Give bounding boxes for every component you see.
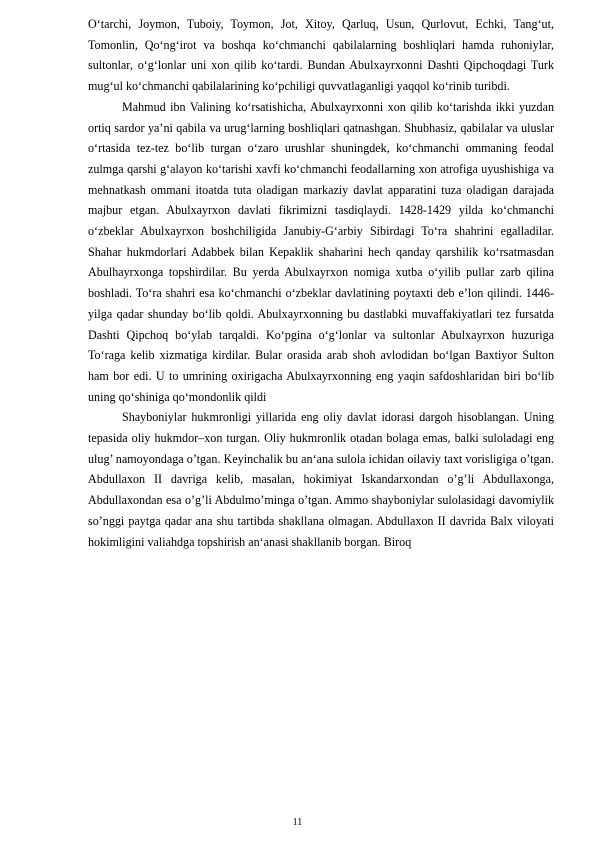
page-number: 11: [292, 817, 303, 828]
paragraph-2: Mahmud ibn Valining ko‘rsatishicha, Abulxayrxonni xon qilib ko‘tarishda ikki yuzdan ortiq sardor ya’ni qabila va urug‘larning boshliqlari qatnashgan. Shubhasiz, qabilalar va uluslar o‘rtasida tez-tez bo‘lib turgan o‘zaro urushlar shuningdek, ko‘chmanchi ommaning feodal zulmga qarshi g‘alayon ko‘tarishi xavfi ko‘chmanchi feodallarning xon atrofiga uyushishiga va mehnatkash ommani itoatda tuta oladigan markaziy davlat apparatini tuza oladigan darajada majbur etgan. Abulxayrxon davlati fikrimizni tasdiqlaydi. 1428-1429 yilda ko‘chmanchi o‘zbeklar Abulxayrxon boshchiligida Janubiy-G‘arbiy Sibirdagi To‘ra shahrini egalladilar. Shahar hukmdorlari Adabbek bilan Kepaklik shaharini hech qanday qarshilik ko‘rsatmasdan Abulhayrxonga topshirdilar. Bu yerda Abulxayrxon nomiga xutba o‘yilib pullar zarb qilina boshladi. To‘ra shahri esa ko‘chmanchi o‘zbeklar davlatining poytaxti deb e’lon qilindi. 1446-yilga qadar shunday bo‘lib qoldi. Abulxayrxonning bu dastlabki muvaffakiyatlari tez fursatda Dashti Qipchoq bo‘ylab tarqaldi. Ko‘pgina o‘g‘lonlar va sultonlar Abulxayrxon huzuriga To‘raga kelib xizmatiga kirdilar. Bular orasida arab shoh avlodidan bo‘lgan Baxtiyor Sulton ham bor edi. U to umrining oxirigacha Abulxayrxonning eng yaqin safdoshlaridan biri bo‘lib uning qo‘shiniga qo‘mondonlik qildi: [88, 99, 554, 404]
paragraph-1: O‘tarchi, Joymon, Tuboiy, Toymon, Jot, Xitoy, Qarluq, Usun, Qurlovut, Echki, Tang‘ut, Tomonlin, Qo‘ng‘irot va boshqa ko‘chmanchi qabilalarning boshliqlari hamda ruhoniylar, sultonlar, o‘g‘lonlar uni xon qilib ko‘tardi. Bundan Abulxayrxonni Dashti Qipchoqdagi Turk mug‘ul ko‘chmanchi qabilalarining ko‘pchiligi quvvatlaganligi yaqqol ko‘rinib turibdi.: [88, 17, 554, 94]
paragraph-3: Shayboniylar hukmronligi yillarida eng oliy davlat idorasi dargoh hisoblangan. Uning tepasida oliy hukmdor–xon turgan. Oliy hukmronlik otadan bolaga emas, balki suloladagi eng ulug’ namoyondaga o’tgan. Keyinchalik bu an‘ana sulola ichidan oilaviy taxt vorisligiga o’tgan. Abdullaxon II davriga kelib, masalan, hokimiyat Iskandarxondan o’g’li Abdullaxonga, Abdullaxondan esa o’g’li Abdulmo’minga o’tgan. Ammo shayboniylar sulolasidagi davomiylik so’nggi paytga qadar ana shu tartibda shakllana olmagan. Abdullaxon II davrida Balx viloyati hokimligini valiahdga topshirish an‘anasi shakllanib borgan. Biroq: [88, 410, 554, 549]
document-body: [88, 14, 554, 552]
